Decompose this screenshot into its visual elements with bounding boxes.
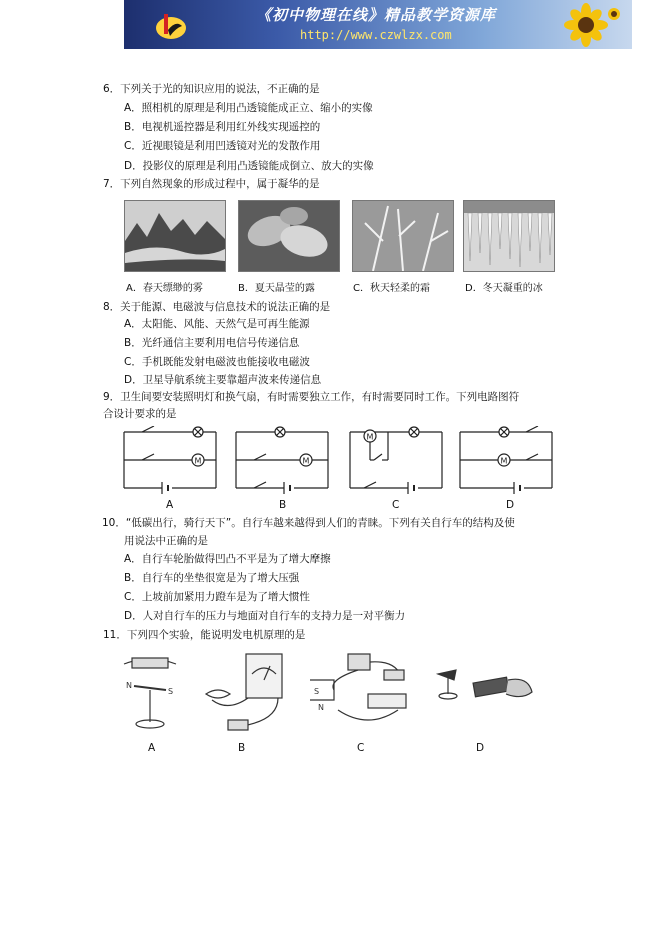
question-9-stem-line2: 合设计要求的是: [103, 408, 177, 420]
ice-photo: [463, 200, 555, 272]
svg-text:N: N: [126, 681, 132, 690]
q10-option-b: B．自行车的坐垫很宽是为了增大压强: [124, 572, 300, 584]
q6-option-d: D．投影仪的原理是利用凸透镜能成倒立、放大的实像: [124, 160, 374, 172]
question-6-stem: 6．下列关于光的知识应用的说法，不正确的是: [103, 83, 320, 95]
banner-url: http://www.czwlzx.com: [300, 28, 452, 42]
header-banner: [124, 0, 632, 49]
question-7-stem: 7．下列自然现象的形成过程中，属于凝华的是: [103, 178, 320, 190]
experiment-b-galvanometer: [198, 650, 298, 736]
experiment-d-magnet-needle: [432, 650, 536, 736]
q8-option-a: A．太阳能、风能、天然气是可再生能源: [124, 318, 310, 330]
question-10-stem-line2: 用说法中正确的是: [124, 535, 208, 547]
q9-label-d: D: [506, 499, 515, 511]
question-9-stem-line1: 9．卫生间要安装照明灯和换气扇，有时需要独立工作，有时需要同时工作。下列电路图符: [103, 391, 520, 403]
svg-text:M: M: [302, 456, 310, 466]
dew-photo: [238, 200, 340, 272]
q7-caption-a: A．春天缥缈的雾: [126, 283, 203, 294]
frost-photo: [352, 200, 454, 272]
question-10-stem-line1: 10．“低碳出行，骑行天下”。自行车越来越得到人们的青睐。下列有关自行车的结构及使: [102, 517, 515, 529]
svg-text:M: M: [194, 456, 202, 466]
q11-label-c: C: [357, 742, 365, 754]
q8-option-d: D．卫星导航系统主要靠超声波来传递信息: [124, 374, 322, 386]
q6-option-c: C．近视眼镜是利用凹透镜对光的发散作用: [124, 140, 321, 152]
experiment-c-motor: [298, 650, 416, 736]
q10-option-c: C．上坡前加紧用力蹬车是为了增大惯性: [124, 591, 310, 603]
q6-option-a: A．照相机的原理是利用凸透镜能成正立、缩小的实像: [124, 102, 373, 114]
experiment-a-compass: [104, 650, 196, 736]
q6-option-b: B．电视机遥控器是利用红外线实现遥控的: [124, 121, 321, 133]
svg-text:S: S: [314, 687, 320, 696]
q11-label-a: A: [148, 742, 156, 754]
circuit-diagram-d: [458, 426, 554, 494]
svg-text:M: M: [500, 456, 508, 466]
q10-option-a: A．自行车轮胎做得凹凸不平是为了增大摩擦: [124, 553, 331, 565]
svg-text:N: N: [318, 703, 324, 712]
q9-label-b: B: [279, 499, 287, 511]
q9-label-c: C: [392, 499, 400, 511]
fog-photo: [124, 200, 226, 272]
svg-text:M: M: [366, 432, 374, 442]
q8-option-c: C．手机既能发射电磁波也能接收电磁波: [124, 356, 310, 368]
site-logo-icon: [154, 8, 188, 42]
question-11-stem: 11．下列四个实验，能说明发电机原理的是: [103, 629, 306, 641]
q8-option-b: B．光纤通信主要利用电信号传递信息: [124, 337, 300, 349]
circuit-diagram-a: [122, 426, 218, 494]
q11-label-d: D: [476, 742, 485, 754]
q10-option-d: D．人对自行车的压力与地面对自行车的支持力是一对平衡力: [124, 610, 406, 622]
q7-caption-c: C．秋天轻柔的霜: [353, 283, 430, 294]
svg-text:S: S: [168, 687, 174, 696]
question-8-stem: 8．关于能源、电磁波与信息技术的说法正确的是: [103, 301, 331, 313]
sunflower-icon: [546, 2, 626, 48]
circuit-diagram-c: [348, 426, 444, 494]
q7-caption-b: B．夏天晶莹的露: [238, 283, 315, 294]
q11-label-b: B: [238, 742, 246, 754]
circuit-diagram-b: [234, 426, 330, 494]
banner-title: 《初中物理在线》精品教学资源库: [256, 6, 497, 24]
q9-label-a: A: [166, 499, 174, 511]
q7-caption-d: D．冬天凝重的冰: [465, 283, 543, 294]
